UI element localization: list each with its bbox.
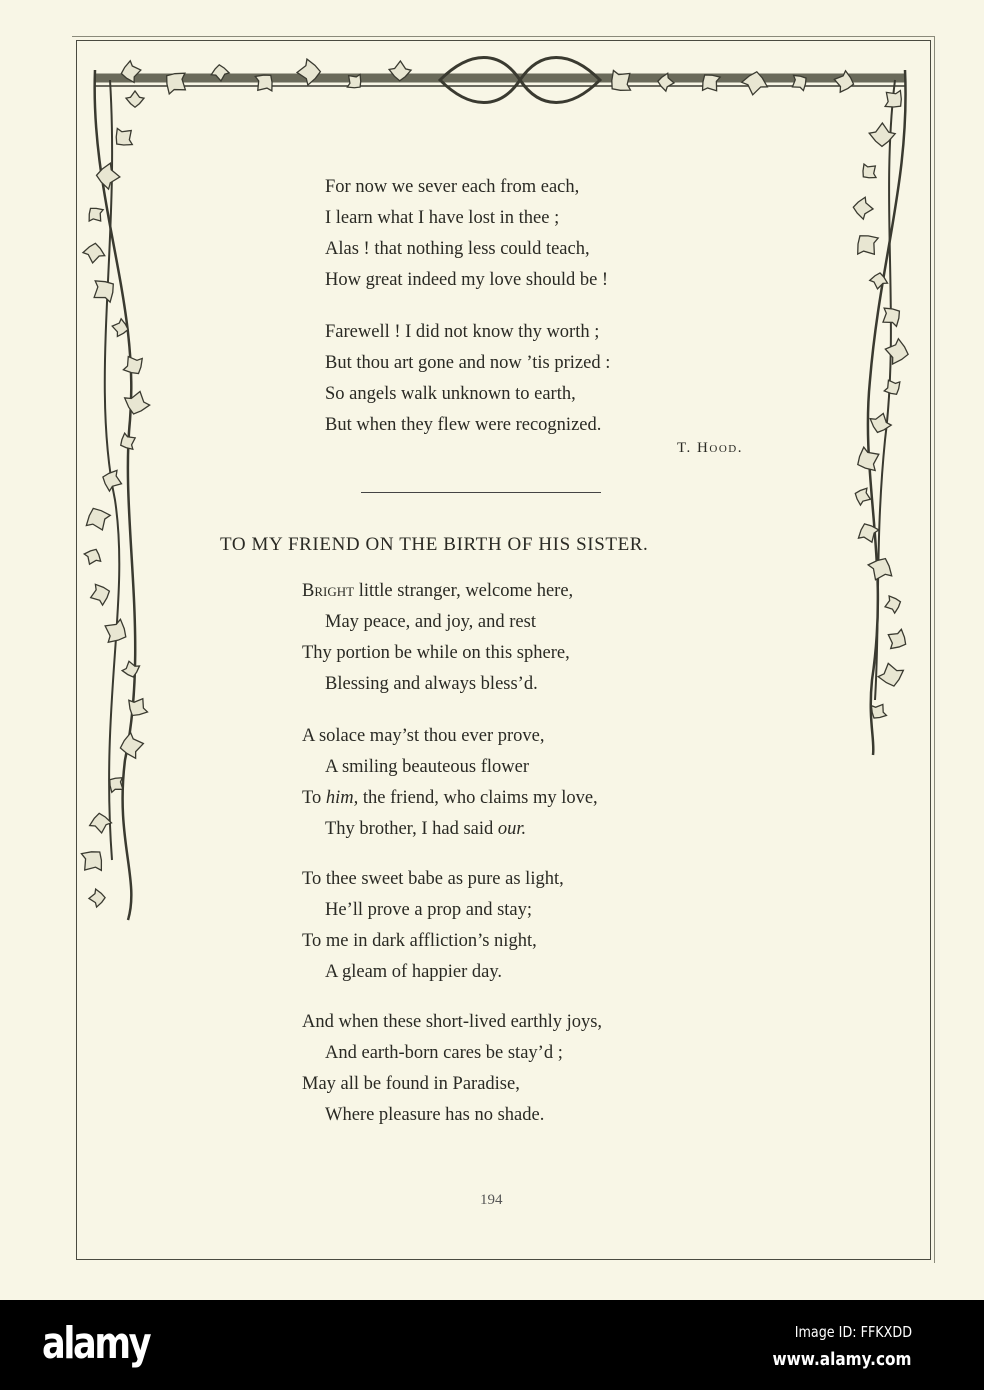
ivy-leaf [696,68,725,97]
ivy-leaf [882,336,911,367]
verse-line: And when these short-lived earthly joys, [302,1012,603,1032]
ivy-leaf [121,388,152,418]
ivy-leaf [120,659,142,679]
ivy-leaf [249,68,279,97]
ivy-leaf [881,376,905,399]
verse-line: Alas ! that nothing less could teach, [325,239,590,259]
verse-line: A smiling beauteous flower [325,757,529,777]
ivy-leaf [876,660,907,689]
verse-line: Farewell ! I did not know thy worth ; [325,322,600,342]
ivy-leaf [857,159,881,183]
verse-text: To [302,788,326,808]
verse-text: the friend, who claims my love, [358,788,598,808]
page-number: 194 [480,1192,503,1208]
verse-line: May peace, and joy, and rest [325,612,536,632]
verse-line: But thou art gone and now ’tis prized : [325,353,611,373]
poem2-stanza-2 [302,721,598,845]
ivy-leaf [869,271,889,290]
verse-line: A gleam of happier day. [325,962,503,982]
ivy-leaf [883,625,911,654]
verse-line: May all be found in Paradise, [302,1074,520,1094]
ivy-leaf [83,203,107,227]
poem2-stanza-1 [302,576,573,700]
first-word: Bright [302,581,355,601]
poem2-stanza-3 [302,864,564,988]
ivy-leaf [75,844,110,879]
ivy-leaf [87,581,113,608]
ivy-leaf [850,228,885,262]
verse-line: He’ll prove a prop and stay; [325,900,533,920]
verse-line: But when they flew were recognized. [325,415,602,435]
ivy-leaf [118,731,146,761]
verse-line [302,783,598,814]
poem-title: TO MY FRIEND ON THE BIRTH OF HIS SISTER. [220,534,649,555]
ivy-leaf [867,410,894,435]
watermark-banner [0,1300,984,1390]
ivy-leaf [119,351,148,379]
ivy-leaf [87,273,121,308]
verse-line: I learn what I have lost in thee ; [325,208,560,228]
ivy-leaf [88,889,105,908]
alamy-logo: alamy [42,1318,150,1369]
ivy-leaf [81,546,104,568]
watermark-url: www.alamy.com [773,1349,912,1370]
verse-line: For now we sever each from each, [325,177,580,197]
ivy-leaf [81,503,114,535]
ivy-leaf [882,593,903,615]
image-id-label: Image ID: FFKXDD [794,1323,912,1341]
verse-line [302,576,573,607]
ivy-leaf [109,122,138,152]
verse-line: So angels walk unknown to earth, [325,384,576,404]
ivy-leaf [159,65,193,100]
ivy-leaf [82,242,107,265]
ivy-leaf [123,693,152,721]
verse-line [302,814,598,845]
verse-line: Where pleasure has no shade. [325,1105,545,1125]
verse-line: To me in dark affliction’s night, [302,931,537,951]
ivy-leaf [864,553,897,585]
poem1-stanza-1 [325,172,608,296]
verse-line: How great indeed my love should be ! [325,270,609,290]
verse-line: And earth-born cares be stay’d ; [325,1043,563,1063]
ivy-leaf [126,91,144,107]
poem2-stanza-4 [302,1007,602,1131]
ivy-leaf [852,196,874,220]
verse-line: Blessing and always bless’d. [325,674,538,694]
poem1-stanza-2 [325,317,610,441]
section-divider [361,492,601,493]
verse-text: little stranger, welcome here, [354,581,574,601]
poem-attribution: T. Hood. [677,440,743,456]
verse-line: A solace may’st thou ever prove, [302,726,545,746]
verse-text: Thy brother, I had said [325,819,498,839]
verse-line: To thee sweet babe as pure as light, [302,869,564,889]
emphasis: our. [497,819,527,839]
emphasis: him, [325,788,359,808]
verse-line: Thy portion be while on this sphere, [302,643,570,663]
